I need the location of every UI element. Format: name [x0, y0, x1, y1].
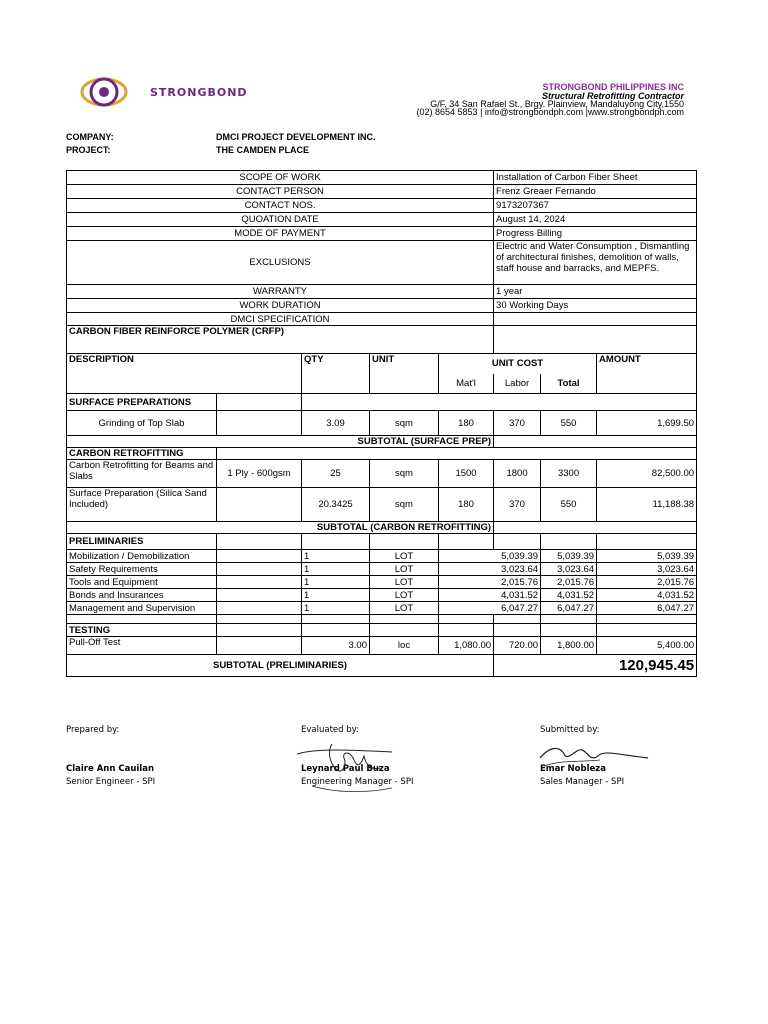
info-row: [67, 299, 697, 313]
row-description: Grinding of Top Slab: [67, 411, 217, 436]
submitted-by-label: Submitted by:: [540, 725, 600, 735]
row-unit: LOT: [370, 563, 439, 576]
group-title-row: [67, 448, 697, 460]
table-row: [67, 576, 697, 589]
row-unit: LOT: [370, 576, 439, 589]
submitted-by-role: Sales Manager - SPI: [540, 777, 625, 787]
info-label: WORK DURATION: [67, 299, 494, 313]
row-matl: 1500: [439, 460, 494, 488]
company-tagline: Structural Retrofitting Contractor: [541, 91, 684, 101]
row-qty: 3.09: [302, 411, 370, 436]
info-label: CONTACT PERSON: [67, 185, 494, 199]
row-unit: sqm: [370, 488, 439, 522]
info-value: Frenz Greaer Fernando: [494, 185, 697, 199]
grand-total-value: 120,945.45: [494, 655, 697, 677]
group-title: CARBON RETROFITTING: [67, 448, 217, 460]
row-matl: 180: [439, 411, 494, 436]
row-amount: 3,023.64: [597, 563, 697, 576]
row-total: 3300: [541, 460, 597, 488]
row-labor: 1800: [494, 460, 541, 488]
col-amount: AMOUNT: [597, 354, 697, 394]
row-description: Pull-Off Test: [67, 637, 217, 655]
row-amount: 5,039.39: [597, 550, 697, 563]
info-label: EXCLUSIONS: [67, 241, 494, 285]
row-labor: 720.00: [494, 637, 541, 655]
info-label: DMCI SPECIFICATION: [67, 313, 494, 326]
info-row: [67, 199, 697, 213]
col-qty: QTY: [302, 354, 370, 394]
info-row: [67, 285, 697, 299]
row-total: 1,800.00: [541, 637, 597, 655]
table-row: [67, 460, 697, 488]
subtotal-row: [67, 522, 697, 534]
row-total: 5,039.39: [541, 550, 597, 563]
row-labor: 2,015.76: [494, 576, 541, 589]
row-labor: 6,047.27: [494, 602, 541, 615]
row-description: Bonds and Insurances: [67, 589, 217, 602]
row-qty: 1: [302, 576, 370, 589]
row-unit: sqm: [370, 460, 439, 488]
row-labor: 5,039.39: [494, 550, 541, 563]
row-description: Tools and Equipment: [67, 576, 217, 589]
table-row: [67, 602, 697, 615]
quotation-table: [66, 170, 697, 677]
group-title-row: [67, 394, 697, 411]
row-description: Surface Preparation (Silica Sand Included): [67, 488, 217, 522]
row-spec: [217, 411, 302, 436]
submitted-by-name: Emar Nobleza: [540, 764, 606, 774]
column-header-row: [67, 354, 697, 374]
row-qty: 1: [302, 563, 370, 576]
row-amount: 4,031.52: [597, 589, 697, 602]
company-contact: (02) 8654 5853 | info@strongbondph.com |www.strongbondph.com: [416, 107, 684, 117]
row-amount: 6,047.27: [597, 602, 697, 615]
row-qty: 1: [302, 589, 370, 602]
row-total: 3,023.64: [541, 563, 597, 576]
evaluated-by-name: Leynard Paul Buza: [301, 764, 390, 774]
subtotal-label: SUBTOTAL (SURFACE PREP): [67, 436, 494, 448]
group-title-row: [67, 624, 697, 637]
row-amount: 5,400.00: [597, 637, 697, 655]
row-amount: 82,500.00: [597, 460, 697, 488]
col-labor: Labor: [494, 374, 541, 394]
table-row: [67, 589, 697, 602]
row-total: 550: [541, 488, 597, 522]
group-title: PRELIMINARIES: [67, 534, 217, 550]
company-value: DMCI PROJECT DEVELOPMENT INC.: [216, 132, 376, 142]
info-label: WARRANTY: [67, 285, 494, 299]
info-value: 9173207367: [494, 199, 697, 213]
info-value: Progress Billing: [494, 227, 697, 241]
table-row: [67, 637, 697, 655]
row-total: 4,031.52: [541, 589, 597, 602]
info-value: [494, 313, 697, 326]
evaluated-by-label: Evaluated by:: [301, 725, 359, 735]
row-description: Carbon Retrofitting for Beams and Slabs: [67, 460, 217, 488]
table-row: [67, 411, 697, 436]
info-label: MODE OF PAYMENT: [67, 227, 494, 241]
section-title-row: [67, 326, 697, 354]
table-row: [67, 488, 697, 522]
row-spec: 1 Ply - 600gsm: [217, 460, 302, 488]
row-unit: LOT: [370, 550, 439, 563]
info-row: [67, 313, 697, 326]
row-description: Safety Requirements: [67, 563, 217, 576]
row-labor: 3,023.64: [494, 563, 541, 576]
prepared-by-role: Senior Engineer - SPI: [66, 777, 156, 787]
col-description: DESCRIPTION: [67, 354, 302, 394]
info-row: [67, 227, 697, 241]
table-row: [67, 563, 697, 576]
brand-wordmark: STRONGBOND: [150, 86, 248, 99]
prepared-by-label: Prepared by:: [66, 725, 120, 735]
prepared-by-name: Claire Ann Cauilan: [66, 764, 154, 774]
row-qty: 1: [302, 602, 370, 615]
grand-total-row: [67, 655, 697, 677]
row-labor: 370: [494, 488, 541, 522]
row-total: 6,047.27: [541, 602, 597, 615]
subtotal-label: SUBTOTAL (CARBON RETROFITTING): [67, 522, 494, 534]
info-row: [67, 213, 697, 227]
info-value: 1 year: [494, 285, 697, 299]
col-total: Total: [541, 374, 597, 394]
row-labor: 4,031.52: [494, 589, 541, 602]
row-qty: 20.3425: [302, 488, 370, 522]
subtotal-row: [67, 436, 697, 448]
group-title: SURFACE PREPARATIONS: [67, 394, 217, 411]
info-label: SCOPE OF WORK: [67, 171, 494, 185]
row-matl: 180: [439, 488, 494, 522]
row-unit: loc: [370, 637, 439, 655]
row-unit: sqm: [370, 411, 439, 436]
info-label: QUOATION DATE: [67, 213, 494, 227]
info-value: 30 Working Days: [494, 299, 697, 313]
row-qty: 25: [302, 460, 370, 488]
info-value: Installation of Carbon Fiber Sheet: [494, 171, 697, 185]
company-name: STRONGBOND PHILIPPINES INC: [542, 82, 684, 92]
row-amount: 11,188.38: [597, 488, 697, 522]
section-title: CARBON FIBER REINFORCE POLYMER (CRFP): [67, 326, 494, 354]
group-title-row: [67, 534, 697, 550]
col-unit: UNIT: [370, 354, 439, 394]
spacer-row: [67, 615, 697, 624]
project-label: PROJECT:: [66, 145, 111, 155]
table-row: [67, 550, 697, 563]
company-label: COMPANY:: [66, 132, 114, 142]
row-amount: 1,699.50: [597, 411, 697, 436]
row-labor: 370: [494, 411, 541, 436]
row-total: 550: [541, 411, 597, 436]
project-value: THE CAMDEN PLACE: [216, 145, 310, 155]
info-value: August 14, 2024: [494, 213, 697, 227]
row-amount: 2,015.76: [597, 576, 697, 589]
evaluated-by-role: Engineering Manager - SPI: [301, 777, 414, 787]
group-title: TESTING: [67, 624, 217, 637]
info-label: CONTACT NOS.: [67, 199, 494, 213]
grand-total-label: SUBTOTAL (PRELIMINARIES): [67, 655, 494, 677]
row-matl: 1,080.00: [439, 637, 494, 655]
row-spec: [217, 488, 302, 522]
company-address: G/F, 34 San Rafael St., Brgy. Plainview, Mandaluyong City,1550: [430, 99, 684, 109]
col-unit-cost: UNIT COST: [439, 354, 597, 374]
row-unit: LOT: [370, 602, 439, 615]
row-unit: LOT: [370, 589, 439, 602]
info-row: [67, 171, 697, 185]
row-total: 2,015.76: [541, 576, 597, 589]
row-qty: 3.00: [302, 637, 370, 655]
row-description: Management and Supervision: [67, 602, 217, 615]
info-value: Electric and Water Consumption , Dismantling of architectural finishes, demolition of walls, staff house and barracks, and MEPFS.: [494, 241, 697, 285]
row-description: Mobilization / Demobilization: [67, 550, 217, 563]
info-row: [67, 241, 697, 285]
col-matl: Mat'l: [439, 374, 494, 394]
row-qty: 1: [302, 550, 370, 563]
info-row: [67, 185, 697, 199]
